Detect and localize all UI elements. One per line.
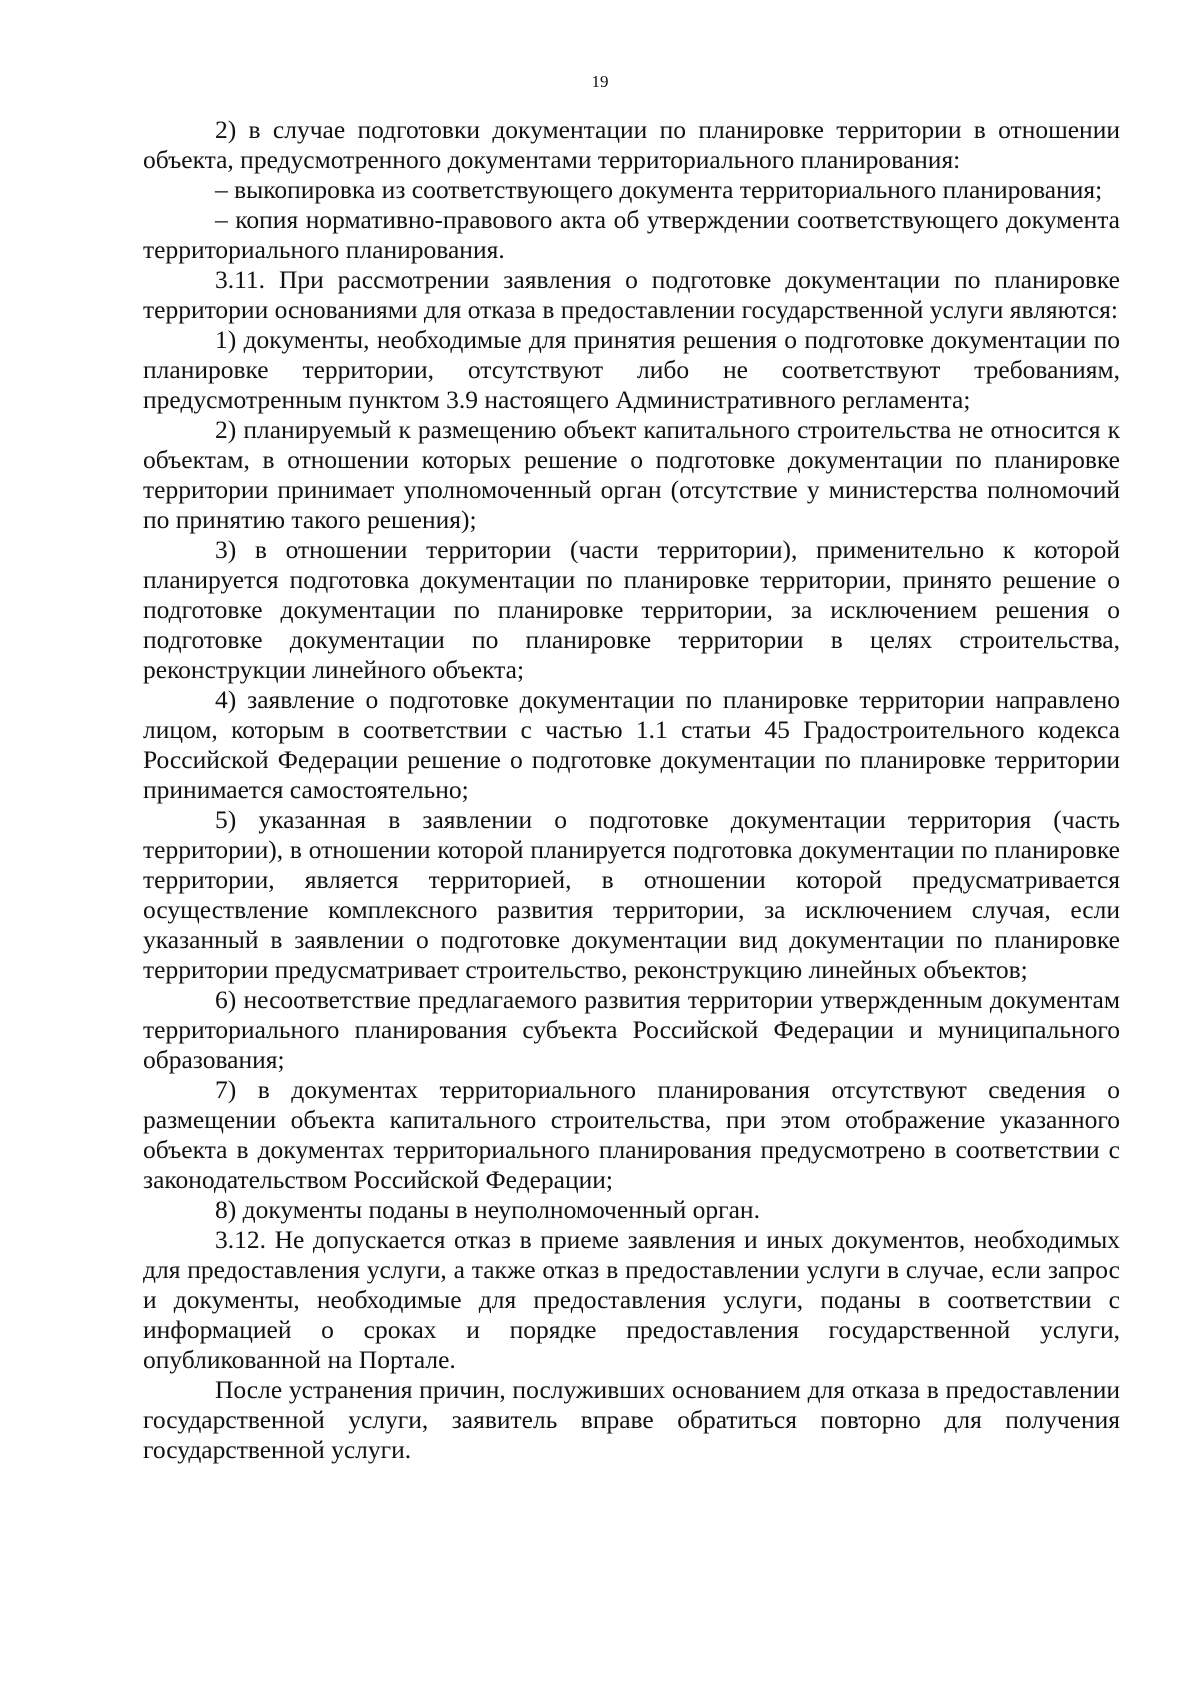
paragraph-2-in-case-of-preparation: 2) в случае подготовки документации по планировке территории в отношении объекта, предусмотренного документами территориального планирования: (143, 115, 1120, 174)
paragraph-3-11: 3.11. При рассмотрении заявления о подготовке документации по планировке территории основаниями для отказа в предоставлении государственной услуги являются: (143, 265, 1120, 324)
paragraph-item-3: 3) в отношении территории (части территории), применительно к которой планируется подготовка документации по планировке территории, принято решение о подготовке документации по планировке территории, за исключением решения о подготовке документации по планировке территории в целях строительства, реконструкции линейного объекта; (143, 535, 1120, 684)
paragraph-item-2: 2) планируемый к размещению объект капитального строительства не относится к объектам, в отношении которых решение о подготовке документации по планировке территории принимает уполномоченный орган (отсутствие у министерства полномочий по принятию такого решения); (143, 415, 1120, 534)
paragraph-item-5: 5) указанная в заявлении о подготовке документации территория (часть территории), в отношении которой планируется подготовка документации по планировке территории, является территорией, в отношении которой предусматривается осуществление комплексного развития территории, за исключением случая, если указанный в заявлении о подготовке документации вид документации по планировке территории предусматривает строительство, реконструкцию линейных объектов; (143, 805, 1120, 984)
paragraph-item-8: 8) документы поданы в неуполномоченный орган. (215, 1195, 760, 1224)
paragraph-after-elimination: После устранения причин, послуживших основанием для отказа в предоставлении государственной услуги, заявитель вправе обратиться повторно для получения государственной услуги. (143, 1375, 1120, 1464)
page-number: 19 (591, 72, 609, 91)
paragraph-item-4: 4) заявление о подготовке документации по планировке территории направлено лицом, которым в соответствии с частью 1.1 статьи 45 Градостроительного кодекса Российской Федерации решение о подготовке документации по планировке территории принимается самостоятельно; (143, 685, 1120, 804)
paragraph-item-6: 6) несоответствие предлагаемого развития территории утвержденным документам территориального планирования субъекта Российской Федерации и муниципального образования; (143, 985, 1120, 1074)
paragraph-item-7: 7) в документах территориального планирования отсутствуют сведения о размещении объекта капитального строительства, при этом отображение указанного объекта в документах территориального планирования предусмотрено в соответствии с законодательством Российской Федерации; (143, 1075, 1120, 1194)
paragraph-3-12: 3.12. Не допускается отказ в приеме заявления и иных документов, необходимых для предоставления услуги, а также отказ в предоставлении услуги в случае, если запрос и документы, необходимые для предоставления услуги, поданы в соответствии с информацией о сроках и порядке предоставления государственной услуги, опубликованной на Портале. (143, 1225, 1120, 1374)
document-body (143, 115, 1120, 1465)
dash-item-copy-of-act: – копия нормативно-правового акта об утверждении соответствующего документа территориального планирования. (143, 205, 1120, 264)
dash-item-excerpt: – выкопировка из соответствующего документа территориального планирования; (215, 175, 1103, 204)
paragraph-item-1: 1) документы, необходимые для принятия решения о подготовке документации по планировке территории, отсутствуют либо не соответствуют требованиям, предусмотренным пунктом 3.9 настоящего Административного регламента; (143, 325, 1120, 414)
